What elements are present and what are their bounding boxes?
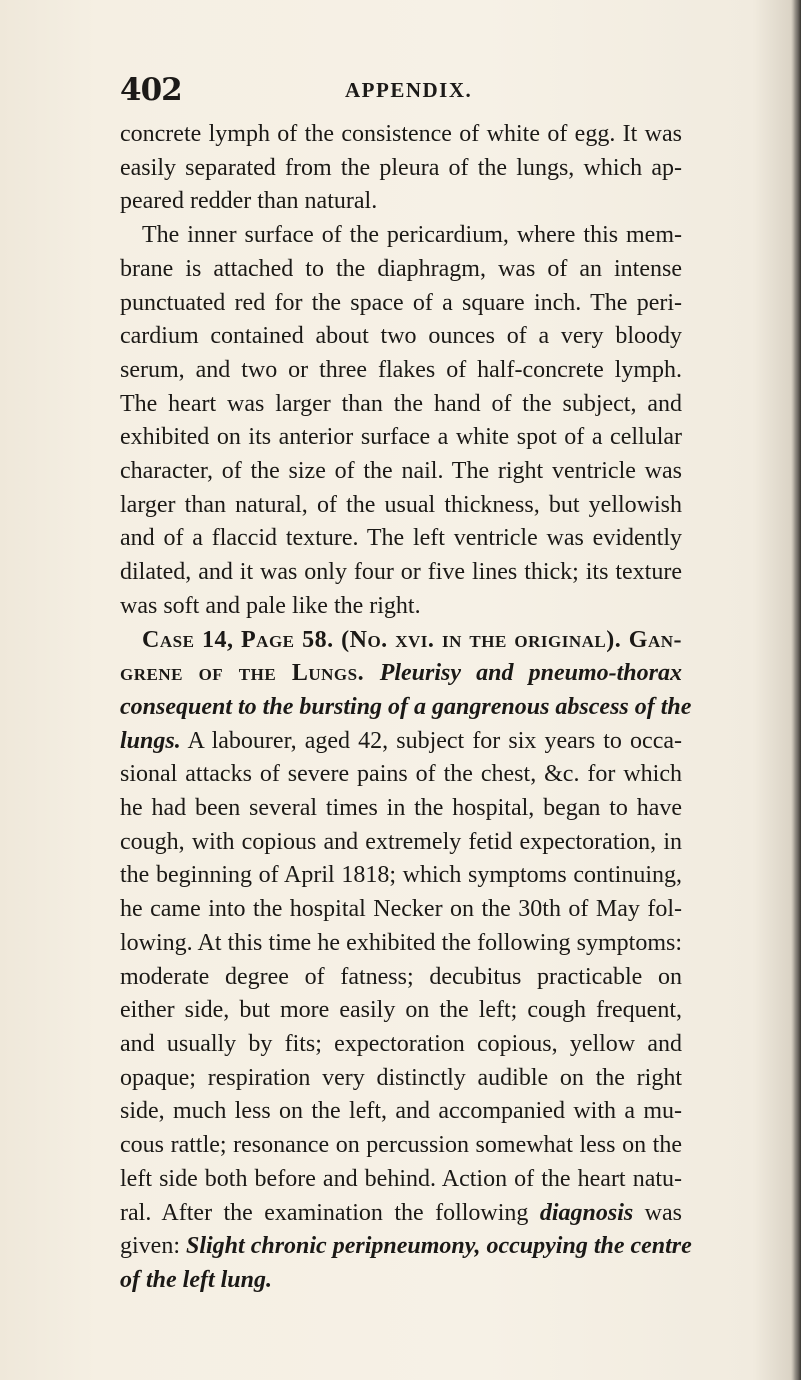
text-line: The heart was larger than the hand of the subject, and [120,390,682,417]
text-line: opaque; respiration very distinctly audible on the right [120,1064,682,1091]
text-line: punctuated red for the space of a square inch. The peri- [120,289,682,316]
text-line: and of a flaccid texture. The left ventricle was evidently [120,525,682,552]
text-fragment: given: [120,1233,186,1260]
text-line: the beginning of April 1818; which symptoms continuing, [120,862,682,889]
text-line: either side, but more easily on the left; cough frequent, [120,997,682,1024]
case-title: consequent to the bursting of a gangrenous abscess of the [120,693,692,720]
diagnosis-text: of the left lung. [120,1266,273,1293]
text-line: side, much less on the left, and accompanied with a mu- [120,1098,682,1125]
case-title-line [120,725,682,759]
case-heading-line [120,624,682,658]
text-line: and usually by fits; expectoration copious, yellow and [120,1030,682,1057]
text-line: brane is attached to the diaphragm, was of an intense [120,255,682,282]
running-head: APPENDIX. [345,78,473,102]
text-line: he came into the hospital Necker on the 30th of May fol- [120,896,682,923]
text-line: cardium contained about two ounces of a very bloody [120,323,682,350]
text-line: character, of the size of the nail. The right ventricle was [120,458,682,485]
diagnosis-word: diagnosis [539,1199,634,1226]
case-title: lungs. [120,727,181,754]
text-line: dilated, and it was only four or five lines thick; its texture [120,559,682,586]
text-line: easily separated from the pleura of the lungs, which ap- [120,154,682,181]
case-heading: Case 14, Page 58. (No. xvi. in the original). [142,626,629,653]
text-fragment: was [633,1199,682,1226]
text-line: lowing. At this time he exhibited the following symptoms: [120,929,682,956]
case-heading-gangrene: Gan- [628,626,682,653]
text-line: moderate degree of fatness; decubitus practicable on [120,963,682,990]
text-line: left side both before and behind. Action of the heart natu- [120,1165,682,1192]
text-line: peared redder than natural. [120,188,378,215]
diagnosis-text: Slight chronic peripneumony, occupying the centre [186,1233,692,1260]
text-line [120,1197,682,1231]
text-line: exhibited on its anterior surface a white spot of a cellular [120,424,682,451]
case-heading-lungs: grene of the Lungs. [120,660,380,687]
page-number: 402 [120,72,182,108]
text-line: The inner surface of the pericardium, where this mem- [142,222,682,249]
page-header [120,72,680,112]
case-title: Pleurisy and pneumo-thorax [379,660,682,687]
text-line: concrete lymph of the consistence of white of egg. It was [120,121,682,147]
case-heading-line [120,657,682,691]
text-fragment: ral. After the examination the following [120,1199,540,1226]
text-line: sional attacks of severe pains of the chest, &c. for which [120,761,682,788]
text-line: larger than natural, of the usual thickness, but yellowish [120,491,682,518]
text-line: he had been several times in the hospital, began to have [120,795,682,822]
text-line [120,1230,692,1264]
text-line: cough, with copious and extremely fetid expectoration, in [120,828,682,855]
text-line: cous rattle; resonance on percussion somewhat less on the [120,1132,682,1159]
text-line [120,1264,682,1298]
text-line: serum, and two or three flakes of half-concrete lymph. [120,356,682,383]
text-line: was soft and pale like the right. [120,592,421,619]
page-body [120,118,692,1298]
case-text: A labourer, aged 42, subject for six years to occa- [180,727,682,754]
page-edge-shadow [791,0,801,1380]
case-title-line [120,691,692,725]
